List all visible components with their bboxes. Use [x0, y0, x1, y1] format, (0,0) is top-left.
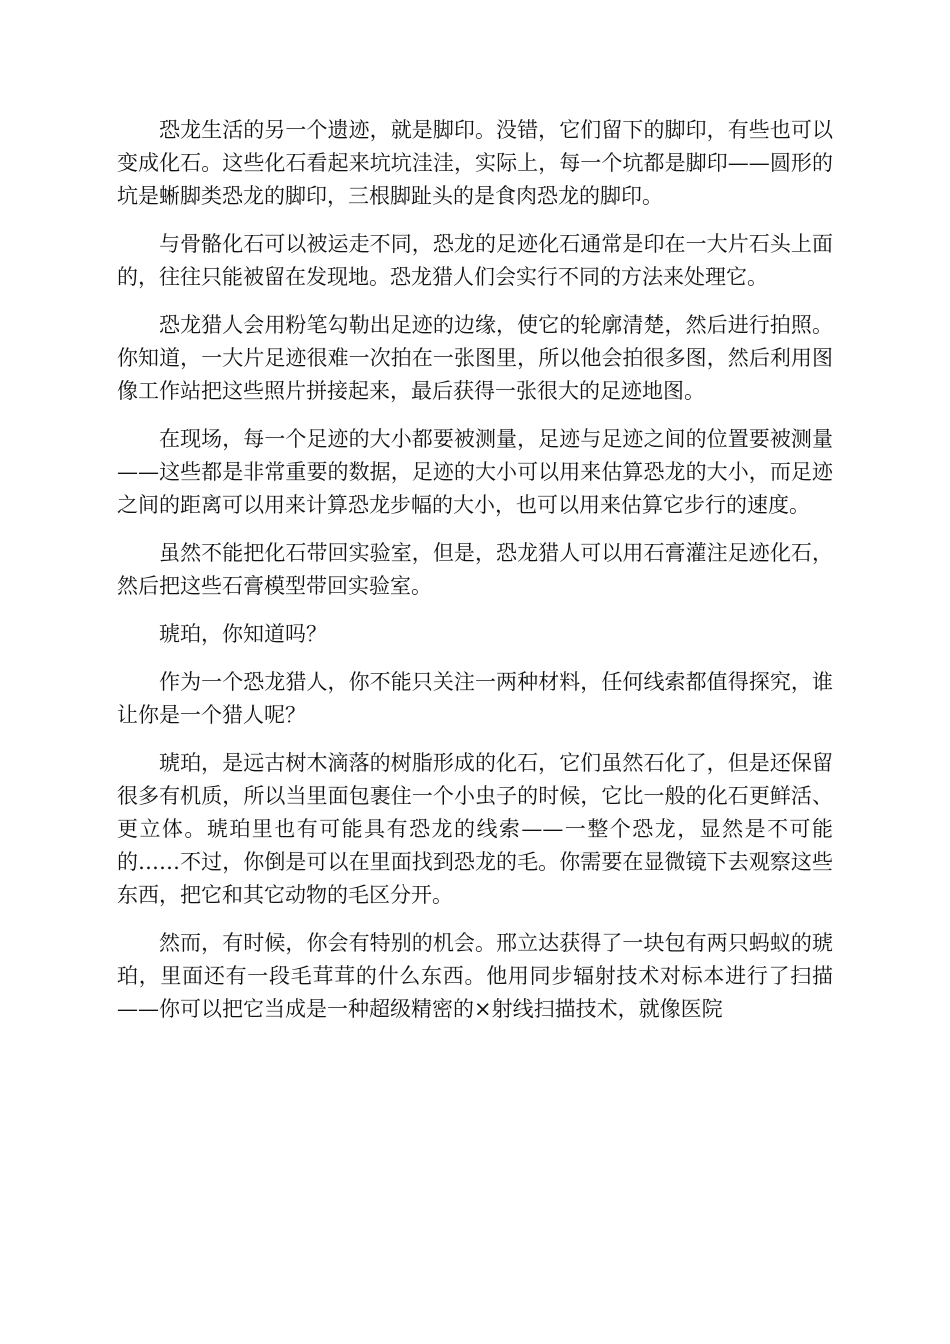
- paragraph-plaster-casts: 虽然不能把化石带回实验室，但是，恐龙猎人可以用石膏灌注足迹化石，然后把这些石膏模型带回实验室。: [117, 541, 833, 598]
- paragraph-amber-description: 琥珀，是远古树木滴落的树脂形成的化石，它们虽然石化了，但是还保留很多有机质，所以当里面包裹住一个小虫子的时候，它比一般的化石更鲜活、更立体。琥珀里也有可能具有恐龙的线索——一整个恐龙，显然是不可能的……不过，你倒是可以在里面找到恐龙的毛。你需要在显微镜下去观察这些东西，把它和其它动物的毛区分开。: [117, 751, 833, 907]
- paragraph-special-opportunity: 然而，有时候，你会有特别的机会。邢立达获得了一块包有两只蚂蚁的琥珀，里面还有一段毛茸茸的什么东西。他用同步辐射技术对标本进行了扫描——你可以把它当成是一种超级精密的×射线扫描技术，就像医院: [117, 931, 833, 1021]
- document-page: [117, 114, 833, 1041]
- paragraph-measuring: 在现场，每一个足迹的大小都要被测量，足迹与足迹之间的位置要被测量——这些都是非常重要的数据，足迹的大小可以用来估算恐龙的大小，而足迹之间的距离可以用来计算恐龙步幅的大小，也可以用来估算它步行的速度。: [117, 427, 833, 517]
- paragraph-footprints-intro: 恐龙生活的另一个遗迹，就是脚印。没错，它们留下的脚印，有些也可以变成化石。这些化石看起来坑坑洼洼，实际上，每一个坑都是脚印——圆形的坑是蜥脚类恐龙的脚印，三根脚趾头的是食肉恐龙的脚印。: [117, 118, 833, 208]
- section-heading-amber: 琥珀，你知道吗？: [159, 622, 327, 646]
- paragraph-photographing: 恐龙猎人会用粉笔勾勒出足迹的边缘，使它的轮廓清楚，然后进行拍照。你知道，一大片足迹很难一次拍在一张图里，所以他会拍很多图，然后利用图像工作站把这些照片拼接起来，最后获得一张很大的足迹地图。: [117, 313, 833, 403]
- paragraph-hunter-mindset: 作为一个恐龙猎人，你不能只关注一两种材料，任何线索都值得探究，谁让你是一个猎人呢？: [117, 670, 833, 727]
- paragraph-footprints-in-rock: 与骨骼化石可以被运走不同，恐龙的足迹化石通常是印在一大片石头上面的，往往只能被留在发现地。恐龙猎人们会实行不同的方法来处理它。: [117, 232, 833, 289]
